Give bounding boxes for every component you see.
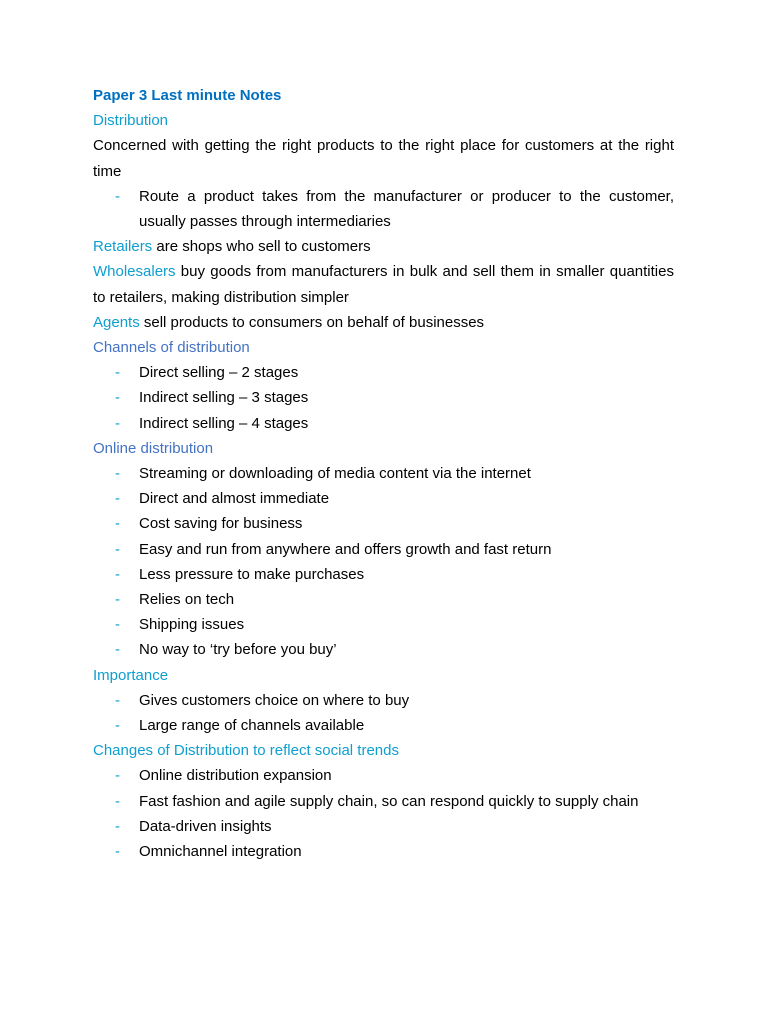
document-title: Paper 3 Last minute Notes (93, 87, 282, 104)
list-item-text: Data-driven insights (139, 817, 272, 835)
list-item (93, 461, 674, 486)
list-item-text: Online distribution expansion (139, 767, 332, 785)
bullet-dash-icon: - (115, 691, 120, 709)
changes-bullet-list (93, 763, 674, 864)
bullet-dash-icon: - (115, 490, 120, 508)
list-item (93, 612, 674, 637)
bullet-dash-icon: - (115, 843, 120, 861)
bullet-dash-icon: - (115, 817, 120, 835)
heading-online-distribution: Online distribution (93, 439, 214, 457)
heading-importance: Importance (93, 666, 169, 684)
channels-bullet-list (93, 360, 674, 436)
list-item-text: Cost saving for business (139, 515, 303, 533)
list-item-text: Gives customers choice on where to buy (139, 691, 410, 709)
list-item-text: Less pressure to make purchases (139, 565, 365, 583)
list-item (93, 360, 674, 385)
bullet-dash-icon: - (115, 792, 120, 810)
list-item-text: Streaming or downloading of media content via the internet (139, 465, 531, 483)
list-item (93, 637, 674, 662)
bullet-dash-icon: - (115, 767, 120, 785)
list-item-text: Route a product takes from the manufacturer or producer to the customer, usually passes through intermediaries (139, 187, 674, 231)
retailers-paragraph (93, 234, 674, 259)
distribution-definition: Concerned with getting the right products to the right place for customers at the right time (93, 137, 674, 180)
list-item (93, 184, 674, 234)
list-item-text: Easy and run from anywhere and offers growth and fast return (139, 540, 552, 558)
heading-changes: Changes of Distribution to reflect social trends (93, 742, 399, 760)
list-item (93, 511, 674, 536)
list-item-text: No way to ‘try before you buy’ (139, 641, 337, 659)
list-item-text: Indirect selling – 3 stages (139, 389, 309, 407)
importance-bullet-list (93, 688, 674, 738)
bullet-dash-icon: - (115, 641, 120, 659)
online-bullet-list (93, 461, 674, 663)
wholesalers-term: Wholesalers (93, 263, 176, 281)
list-item-text: Shipping issues (139, 616, 245, 634)
bullet-dash-icon: - (115, 515, 120, 533)
list-item-text: Omnichannel integration (139, 843, 302, 861)
agents-text: sell products to consumers on behalf of businesses (139, 313, 485, 331)
list-item-text: Indirect selling – 4 stages (139, 414, 309, 432)
list-item (93, 839, 674, 864)
list-item (93, 562, 674, 587)
retailers-term: Retailers (93, 238, 153, 256)
bullet-dash-icon: - (115, 465, 120, 483)
list-item-text: Large range of channels available (139, 717, 365, 735)
agents-paragraph (93, 310, 674, 335)
list-item (93, 587, 674, 612)
bullet-dash-icon: - (115, 591, 120, 609)
document-page (93, 83, 674, 864)
wholesalers-text: buy goods from manufacturers in bulk and sell them in smaller quantities to retailers, making distribution simpler (93, 263, 674, 306)
bullet-dash-icon: - (115, 389, 120, 407)
bullet-dash-icon: - (115, 414, 120, 432)
list-item (93, 486, 674, 511)
distribution-bullet-list (93, 184, 674, 234)
agents-term: Agents (93, 313, 140, 331)
retailers-text: are shops who sell to customers (152, 238, 371, 256)
list-item (93, 789, 674, 814)
list-item (93, 814, 674, 839)
list-item (93, 713, 674, 738)
list-item (93, 411, 674, 436)
heading-distribution: Distribution (93, 112, 169, 130)
bullet-dash-icon: - (115, 565, 120, 583)
list-item-text: Direct and almost immediate (139, 490, 330, 508)
bullet-dash-icon: - (115, 364, 120, 382)
bullet-dash-icon: - (115, 187, 120, 205)
bullet-dash-icon: - (115, 616, 120, 634)
list-item (93, 385, 674, 410)
list-item (93, 688, 674, 713)
list-item-text: Direct selling – 2 stages (139, 364, 299, 382)
list-item-text: Fast fashion and agile supply chain, so can respond quickly to supply chain (139, 792, 639, 810)
wholesalers-paragraph (93, 259, 674, 309)
list-item-text: Relies on tech (139, 591, 235, 609)
heading-channels: Channels of distribution (93, 339, 250, 357)
bullet-dash-icon: - (115, 540, 120, 558)
list-item (93, 537, 674, 562)
bullet-dash-icon: - (115, 717, 120, 735)
list-item (93, 763, 674, 788)
